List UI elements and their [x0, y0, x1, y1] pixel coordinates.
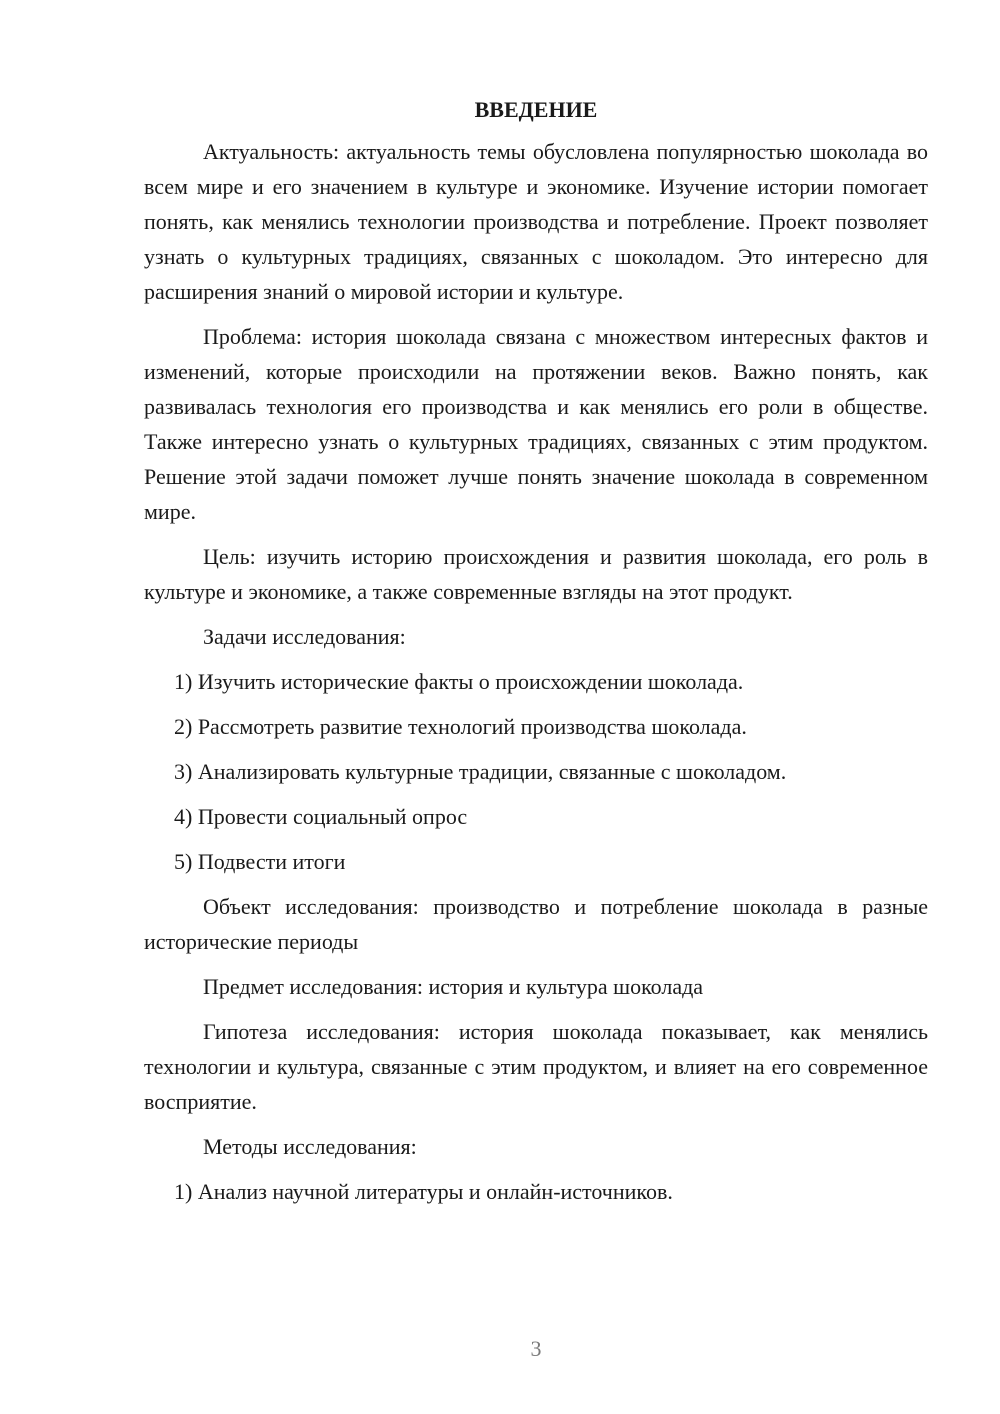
- tasks-title: Задачи исследования:: [203, 624, 406, 649]
- method-item-1: 1) Анализ научной литературы и онлайн-источников.: [174, 1179, 673, 1204]
- object-paragraph: Объект исследования: производство и потребление шоколада в разные исторические периоды: [144, 894, 928, 954]
- task-item-5: 5) Подвести итоги: [174, 849, 346, 874]
- tasks-list: [144, 664, 928, 879]
- methods-title: Методы исследования:: [203, 1134, 417, 1159]
- goal-paragraph: Цель: изучить историю происхождения и развития шоколада, его роль в культуре и экономике, а также современные взгляды на этот продукт.: [144, 544, 928, 604]
- methods-list: [144, 1174, 928, 1209]
- page-number: 3: [530, 1336, 542, 1361]
- task-item-2: 2) Рассмотреть развитие технологий производства шоколада.: [174, 714, 747, 739]
- relevance-paragraph: Актуальность: актуальность темы обусловлена популярностью шоколада во всем мире и его значением в культуре и экономике. Изучение истории помогает понять, как менялись технологии производства и потребление. Проект позволяет узнать о культурных традициях, связанных с шоколадом. Это интересно для расширения знаний о мировой истории и культуре.: [144, 139, 928, 304]
- section-heading: ВВЕДЕНИЕ: [474, 97, 598, 122]
- task-item-3: 3) Анализировать культурные традиции, связанные с шоколадом.: [174, 759, 787, 784]
- subject-paragraph: Предмет исследования: история и культура шоколада: [203, 974, 704, 999]
- page-content: [144, 92, 928, 1219]
- task-item-4: 4) Провести социальный опрос: [174, 804, 468, 829]
- problem-paragraph: Проблема: история шоколада связана с множеством интересных фактов и изменений, которые происходили на протяжении веков. Важно понять, как развивалась технология его производства и как менялись его роли в обществе. Также интересно узнать о культурных традициях, связанных с этим продуктом. Решение этой задачи поможет лучше понять значение шоколада в современном мире.: [144, 324, 928, 524]
- hypothesis-paragraph: Гипотеза исследования: история шоколада показывает, как менялись технологии и культура, связанные с этим продуктом, и влияет на его современное восприятие.: [144, 1019, 928, 1114]
- task-item-1: 1) Изучить исторические факты о происхождении шоколада.: [174, 669, 744, 694]
